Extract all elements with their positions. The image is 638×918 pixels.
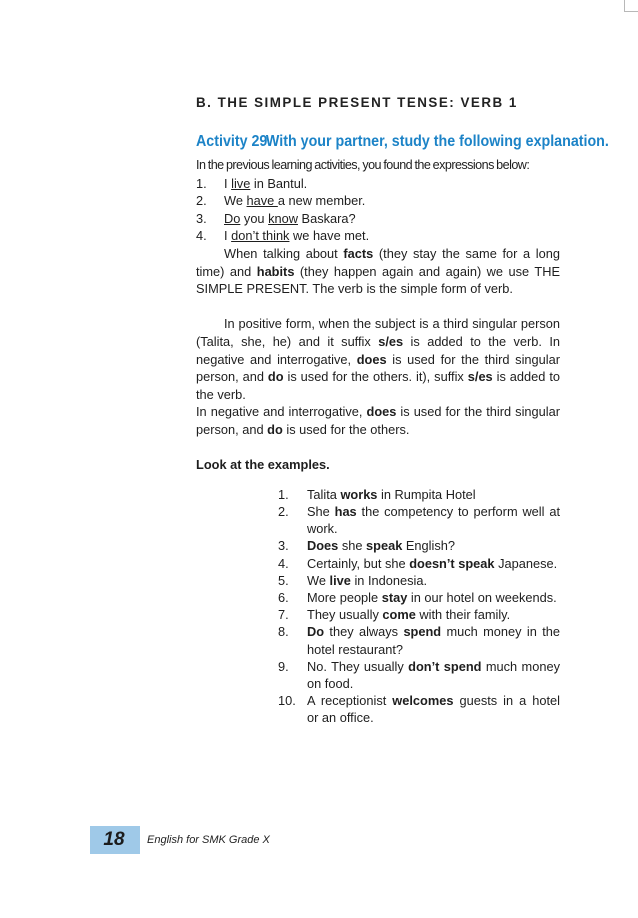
paragraph-positive-form: In positive form, when the subject is a third singular person (Talita, she, he) and it suffix s/es is added to the verb. In negative and interrogative, does is used for the third singular person, and do is used for the others. it), suffix s/es is added to the verb.: [196, 316, 561, 402]
list-item: 10. A receptionist welcomes guests in a hotel or an office.: [278, 693, 560, 726]
paragraph-negative-form: In negative and interrogative, does is used for the third singular person, and do is used for the others.: [196, 404, 560, 437]
list-item: 4. I don’t think we have met.: [196, 228, 370, 244]
list-item: 5. We live in Indonesia.: [278, 572, 428, 588]
list-item: 7. They usually come with their family.: [278, 607, 511, 623]
list-item: 3. Does she speak English?: [278, 538, 455, 554]
examples-list: [278, 486, 560, 727]
book-title: English for SMK Grade X: [147, 834, 270, 846]
list-item: 2. We have a new member.: [196, 193, 366, 209]
expression-list: [196, 175, 560, 245]
list-item: 8. Do they always spend much money in the hotel restaurant?: [278, 624, 560, 657]
list-item: 1. I live in Bantul.: [196, 175, 308, 191]
activity-heading: [196, 132, 629, 151]
paragraph-facts-habits: When talking about facts (they stay the same for a long time) and habits (they happen again and again) we use THE SIMPLE PRESENT. The verb is the simple form of verb.: [196, 245, 560, 297]
footer-divider: [138, 826, 140, 854]
section-title: B. THE SIMPLE PRESENT TENSE: VERB 1: [196, 95, 518, 110]
page-number: 18: [90, 826, 138, 854]
list-item: 3. Do you know Baskara?: [196, 210, 356, 226]
list-item: 2. She has the competency to perform well at work.: [278, 503, 560, 537]
page-footer: [85, 826, 555, 854]
list-item: 6. More people stay in our hotel on weekends.: [278, 589, 557, 605]
list-item: 1. Talita works in Rumpita Hotel: [278, 486, 476, 502]
intro-text: In the previous learning activities, you found the expressions below:: [196, 158, 530, 172]
activity-label: Activity 29: [196, 133, 268, 150]
activity-instruction: With your partner, study the following explanation.: [265, 133, 609, 150]
crop-mark: [624, 0, 638, 12]
page-content: [196, 94, 609, 727]
list-item: 4. Certainly, but she doesn’t speak Japanese.: [278, 555, 558, 571]
examples-heading: Look at the examples.: [196, 457, 330, 473]
list-item: 9. No. They usually don’t spend much money on food.: [278, 658, 560, 691]
